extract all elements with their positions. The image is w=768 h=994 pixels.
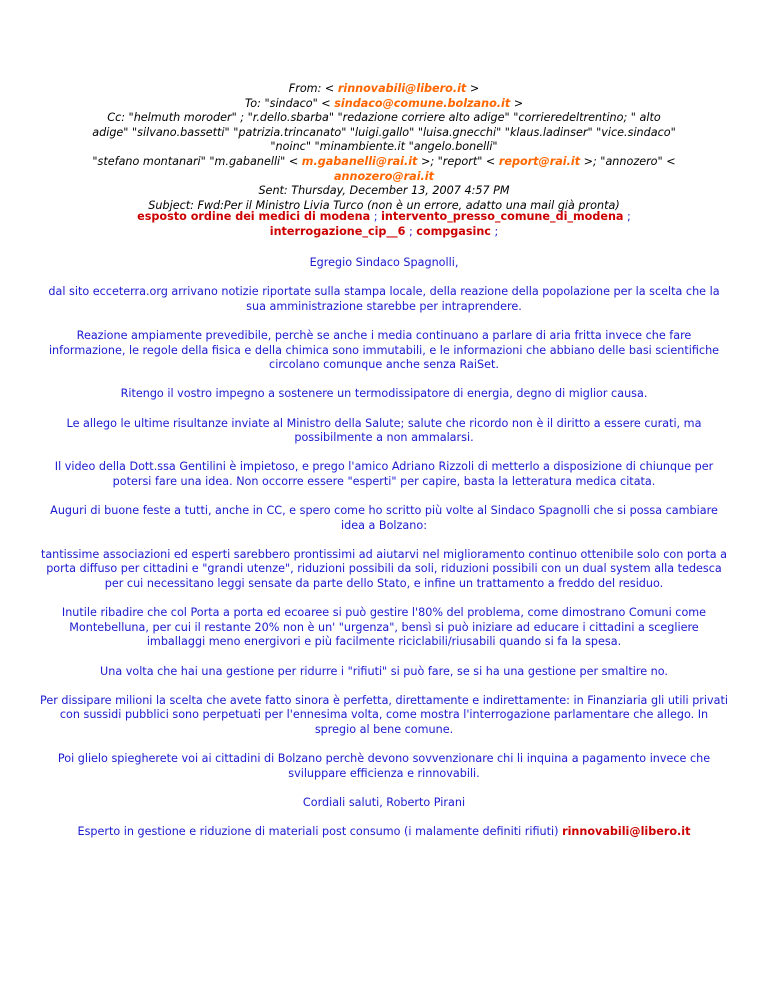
paragraph: Inutile ribadire che col Porta a porta ed ecoaree si può gestire l'80% del problema, come dimostrano Comuni come Montebelluna, per cui il restante 20% non è un' "urgenza", bensì si può iniziare ad educare i cittadini a scegliere imballaggi meno energivori e più facilmente riciclabili/riusabili quando si fa la spesa. [61, 606, 707, 649]
paragraph: Auguri di buone feste a tutti, anche in CC, e spero come ho scritto più volte al Sindaco Spagnolli che si possa cambiare idea a Bolzano: [50, 504, 718, 532]
signature: Cordiali saluti, Roberto Pirani [302, 795, 466, 809]
paragraph: Poi glielo spiegherete voi ai cittadini di Bolzano perchè devono sovvenzionare chi li inquina a pagamento invece che sviluppare efficienza e rinnovabili. [57, 752, 711, 780]
paragraph: Per dissipare milioni la scelta che avete fatto sinora è perfetta, direttamente e indirettamente: in Finanziaria gli utili privati con sussidi pubblici sono perpetuati per l'ennesima volta, come mostra l'interrogazione parlamentare che allego. In spregio al bene comune. [40, 693, 728, 736]
cc-line-2: adige" "silvano.bassetti" "patrizia.trincanato" "luigi.gallo" "luisa.gnecchi" "klaus.ladinser" "vice.sindaco" [92, 125, 676, 139]
link-interrogazione[interactable]: interrogazione_cip__6 [269, 224, 406, 238]
from-line: From: < rinnovabili@libero.it > [288, 82, 480, 95]
cc-line-4: "stefano montanari" "m.gabanelli" < m.gabanelli@rai.it >; "report" < report@rai.it >; "annozero" < [92, 154, 676, 168]
paragraph: Ritengo il vostro impegno a sostenere un termodissipatore di energia, degno di miglior causa. [120, 387, 648, 401]
link-intervento[interactable]: intervento_presso_comune_di_modena [381, 210, 624, 223]
link-compgasinc[interactable]: compgasinc [416, 224, 491, 238]
cc-line-5 [40, 170, 728, 185]
email-body [40, 256, 728, 854]
paragraph-greeting: Egregio Sindaco Spagnolli, [309, 256, 459, 269]
subject-line: Subject: Fwd:Per il Ministro Livia Turco (non è un errore, adatto una mail già pronta) [148, 198, 620, 212]
link-esposto[interactable]: esposto ordine dei medici di modena [137, 210, 371, 223]
paragraph: Una volta che hai una gestione per ridurre i "rifiuti" si può fare, se si ha una gestione per smaltire no. [100, 664, 668, 678]
paragraph: Reazione ampiamente prevedibile, perchè se anche i media continuano a parlare di aria fritta invece che fare informazione, le regole della fisica e della chimica sono immutabili, e le informazioni che abbiano delle basi scientifiche circolano comunque anche senza RaiSet. [48, 328, 720, 372]
signature-email-link[interactable]: rinnovabili@libero.it [562, 825, 691, 839]
cc-email-report-link[interactable]: report@rai.it [498, 154, 581, 168]
attachment-links: esposto ordine dei medici di modena ; intervento_presso_comune_di_modena ; interrogazione_cip__6 ; compgasinc ; [137, 210, 631, 238]
paragraph: tantissime associazioni ed esperti sarebbero prontissimi ad aiutarvi nel miglioramento continuo ottenibile solo con porta a porta diffuso per cittadini e "grandi utenze", riduzioni possibili da soli, riduzioni possibili con un dual system alla tedesca per cui necessitano leggi sensate da parte dello Stato, e infine un trattamento a freddo del residuo. [40, 547, 728, 591]
cc-line-3: "noinc" "minambiente.it "angelo.bonelli" [270, 140, 498, 154]
paragraph: dal sito ecceterra.org arrivano notizie riportate sulla stampa locale, della reazione della popolazione per la scelta che la sua amministrazione starebbe per intraprendere. [48, 285, 720, 313]
to-line: To: "sindaco" < sindaco@comune.bolzano.it > [244, 96, 524, 110]
paragraph: Le allego le ultime risultanze inviate al Ministro della Salute; salute che ricordo non è il diritto a essere curati, ma possibilmente a non ammalarsi. [66, 416, 702, 445]
cc-email-gabanelli-link[interactable]: m.gabanelli@rai.it [301, 154, 418, 168]
paragraph: Il video della Dott.ssa Gentilini è impietoso, e prego l'amico Adriano Rizzoli di metterlo a disposizione di chiunque per potersi fare una idea. Non occorre essere "esperti" per capire, basta la letteratura medica citata. [54, 460, 714, 488]
signature-title: Esperto in gestione e riduzione di materiali post consumo (i malamente definiti rifiuti) rinnovabili@libero.it [77, 825, 691, 839]
from-email-link[interactable]: rinnovabili@libero.it [337, 82, 467, 95]
cc-email-annozero-link[interactable]: annozero@rai.it [334, 169, 434, 183]
sent-line: Sent: Thursday, December 13, 2007 4:57 PM [258, 184, 510, 198]
email-header [40, 82, 728, 213]
cc-line-1: Cc: "helmuth moroder" ; "r.dello.sbarba" "redazione corriere alto adige" "corrieredeltrentino; " alto [107, 111, 661, 125]
to-email-link[interactable]: sindaco@comune.bolzano.it [334, 96, 511, 110]
